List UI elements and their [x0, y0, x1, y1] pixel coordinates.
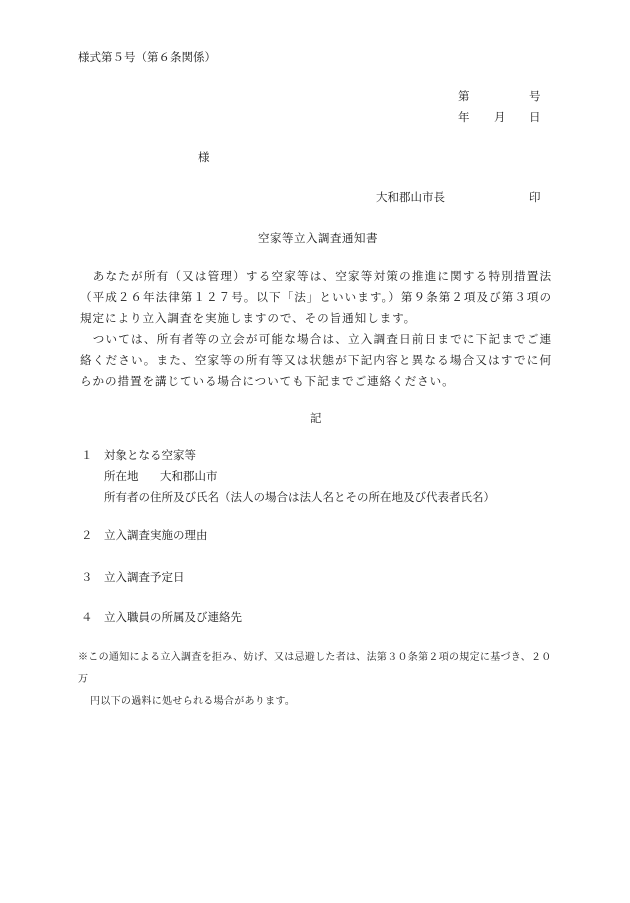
item-label: 対象となる空家等	[104, 448, 196, 462]
item-number: １	[81, 448, 93, 462]
sender-name: 大和郡山市長	[376, 190, 445, 204]
body-paragraph-2: ついては、所有者等の立会が可能な場合は、立入調査日前日までに下記までご連絡ください。また、空家等の所有等又は状態が下記内容と異なる場合又はすでに何らかの措置を講じている場合についても下記までご連絡ください。	[80, 332, 552, 388]
seal-mark: 印	[529, 190, 541, 204]
body-paragraph-1: あなたが所有（又は管理）する空家等は、空家等対策の推進に関する特別措置法（平成２６年法律第１２７号。以下「法」といいます。）第９条第２項及び第３項の規定により立入調査を実施しますので、その旨通知します。	[80, 269, 552, 325]
doc-number-go: 号	[529, 89, 541, 103]
doc-number-dai: 第	[458, 89, 470, 103]
footnote	[78, 647, 558, 713]
date-year: 年	[458, 110, 470, 124]
item-label: 立入職員の所属及び連絡先	[104, 610, 242, 624]
item-label: 立入調査実施の理由	[104, 528, 208, 542]
item-number: ４	[81, 610, 93, 624]
item-number: ２	[81, 528, 93, 542]
item-number: ３	[81, 570, 93, 584]
location-value: 大和郡山市	[160, 469, 218, 483]
document-title: 空家等立入調査通知書	[258, 231, 378, 245]
ki-heading: 記	[310, 411, 322, 425]
item-label: 立入調査予定日	[104, 570, 185, 584]
addressee-honorific: 様	[198, 150, 210, 164]
date-month: 月	[494, 110, 506, 124]
owner-label: 所有者の住所及び氏名（法人の場合は法人名とその所在地及び代表者氏名）	[104, 490, 495, 504]
location-label: 所在地	[104, 469, 139, 483]
footnote-line-2: 円以下の過料に処せられる場合があります。	[90, 696, 296, 707]
form-label: 様式第５号（第６条関係）	[78, 50, 216, 64]
footnote-line-1: ※この通知による立入調査を拒み、妨げ、又は忌避した者は、法第３０条第２項の規定に基づき、２０万	[78, 652, 552, 685]
date-day: 日	[529, 110, 541, 124]
